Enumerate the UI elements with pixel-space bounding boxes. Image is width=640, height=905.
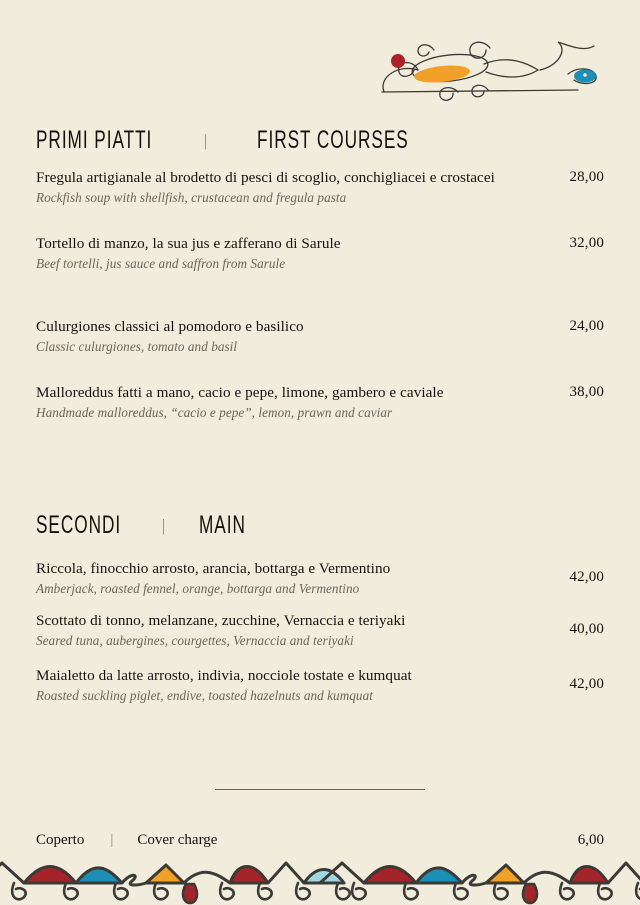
- dish-price: 24,00: [569, 318, 604, 334]
- menu-item: [36, 318, 604, 355]
- abstract-fish-line-drawing-icon: [372, 30, 612, 102]
- dish-name: Scottato di tonno, melanzane, zucchine, Vernaccia e teriyaki: [36, 612, 406, 629]
- dish-description: Rockfish soup with shellfish, crustacean and fregula pasta: [36, 189, 347, 205]
- dish-price: 40,00: [569, 621, 604, 638]
- dish-description: Handmade malloreddus, “cacio e pepe”, lemon, prawn and caviar: [36, 404, 393, 420]
- cover-charge-price: 6,00: [577, 832, 604, 848]
- dish-name: Maialetto da latte arrosto, indivia, nocciole tostate e kumquat: [36, 667, 412, 684]
- cover-charge-divider: |: [110, 832, 114, 848]
- menu-item: [36, 169, 604, 206]
- dish-price: 38,00: [569, 384, 604, 400]
- dish-price: 32,00: [569, 235, 604, 251]
- section-header-secondi: [36, 511, 256, 539]
- cover-charge-row: [36, 832, 604, 849]
- dish-description: Roasted suckling piglet, endive, toasted hazelnuts and kumquat: [36, 687, 373, 703]
- menu-item: [36, 612, 604, 649]
- section-title-it: SECONDI: [36, 511, 122, 539]
- cover-charge-label-en: Cover charge: [137, 832, 218, 848]
- dish-name: Riccola, finocchio arrosto, arancia, bottarga e Vermentino: [36, 560, 391, 577]
- section-title-it: PRIMI PIATTI: [36, 126, 153, 154]
- section-title-divider: |: [203, 131, 208, 150]
- dish-name: Malloreddus fatti a mano, cacio e pepe, limone, gambero e caviale: [36, 384, 444, 401]
- cover-charge-label-it: Coperto: [36, 832, 85, 848]
- zigzag-loop-border-icon: [0, 853, 640, 905]
- dish-price: 28,00: [569, 169, 604, 185]
- section-title-en: MAIN: [199, 511, 247, 539]
- dish-price: 42,00: [569, 676, 604, 693]
- section-header-primi: [36, 126, 442, 154]
- menu-item: [36, 384, 604, 421]
- section-title-en: FIRST COURSES: [257, 126, 409, 154]
- dish-description: Beef tortelli, jus sauce and saffron from Sarule: [36, 255, 286, 271]
- dish-name: Fregula artigianale al brodetto di pesci di scoglio, conchigliacei e crostacei: [36, 169, 495, 186]
- dish-name: Tortello di manzo, la sua jus e zafferano di Sarule: [36, 235, 341, 252]
- menu-item: [36, 235, 604, 272]
- menu-item: [36, 667, 604, 704]
- dish-description: Amberjack, roasted fennel, orange, bottarga and Vermentino: [36, 580, 360, 596]
- dish-description: Classic culurgiones, tomato and basil: [36, 338, 238, 354]
- dish-name: Culurgiones classici al pomodoro e basilico: [36, 318, 304, 335]
- dish-price: 42,00: [569, 569, 604, 586]
- footer-divider: [215, 789, 425, 790]
- section-title-divider: |: [161, 516, 166, 535]
- dish-description: Seared tuna, aubergines, courgettes, Vernaccia and teriyaki: [36, 632, 354, 648]
- menu-item: [36, 560, 604, 597]
